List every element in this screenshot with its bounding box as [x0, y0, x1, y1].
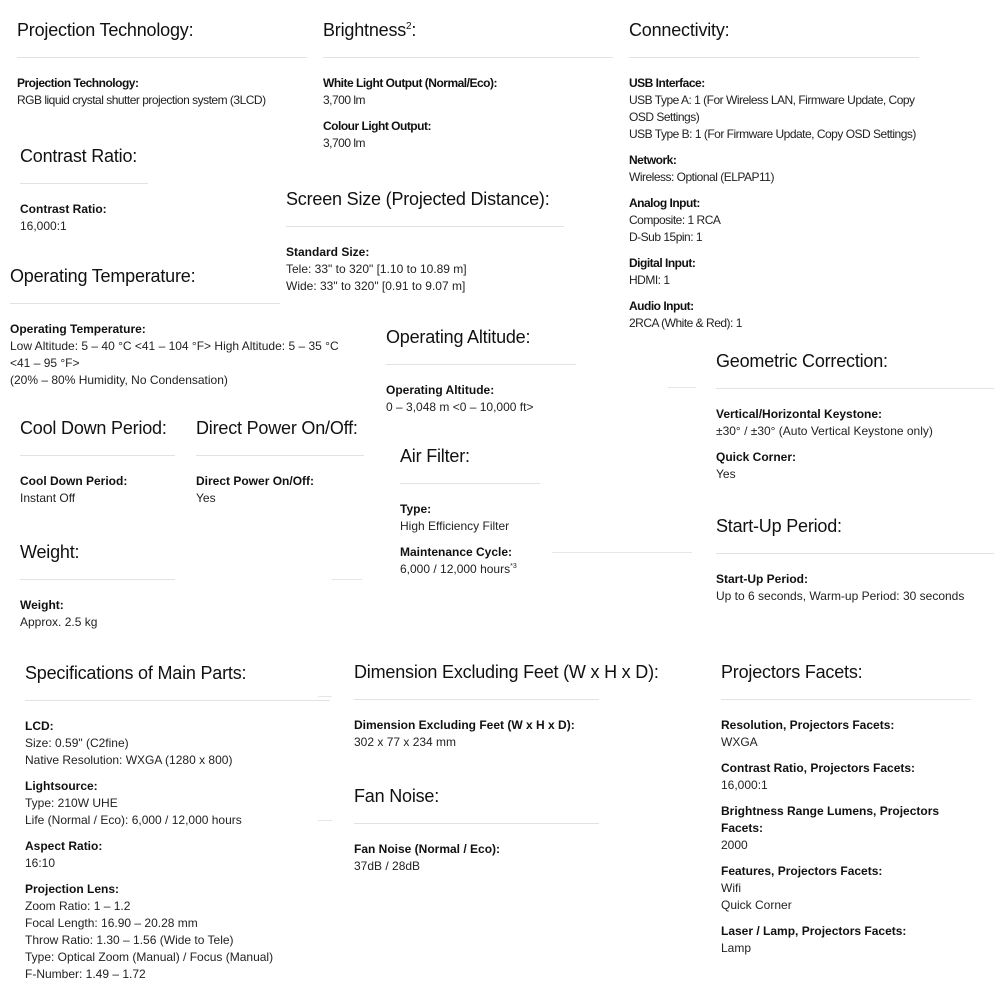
spec-item — [629, 255, 919, 289]
divider — [318, 820, 332, 821]
spec-value — [400, 561, 540, 578]
spec-item — [25, 778, 330, 829]
divider — [323, 57, 613, 58]
section-heading: Cool Down Period: — [20, 418, 167, 438]
divider — [196, 455, 364, 456]
spec-item — [629, 75, 919, 143]
spec-item — [25, 838, 330, 872]
divider — [354, 823, 599, 824]
divider — [721, 699, 971, 700]
spec-value: ±30° / ±30° (Auto Vertical Keystone only) — [716, 424, 933, 438]
spec-label: Standard Size: — [286, 245, 370, 259]
spec-label: Projection Lens: — [25, 882, 120, 896]
spec-label: Projection Technology: — [17, 76, 139, 90]
spec-label: Contrast Ratio: — [20, 202, 107, 216]
section-direct-power — [196, 417, 364, 516]
spec-item — [20, 201, 148, 235]
section-heading: Air Filter: — [400, 446, 470, 466]
section-heading: Operating Temperature: — [10, 266, 196, 286]
spec-label: Dimension Excluding Feet (W x H x D): — [354, 718, 575, 732]
spec-value: 2RCA (White & Red): 1 — [629, 316, 742, 330]
footnote-marker: *3 — [510, 563, 517, 570]
section-air-filter — [400, 445, 540, 587]
spec-label: Lightsource: — [25, 779, 98, 793]
spec-item — [10, 321, 370, 389]
spec-value: 2000 — [721, 838, 748, 852]
spec-item — [323, 118, 613, 152]
spec-label: Weight: — [20, 598, 64, 612]
spec-value: USB Type A: 1 (For Wireless LAN, Firmware Update, Copy OSD Settings) USB Type B: 1 (For Firmware Update, Copy OSD Settings) — [629, 93, 916, 141]
spec-item — [716, 406, 994, 440]
spec-value: 16,000:1 — [721, 778, 768, 792]
spec-label: Brightness Range Lumens, Projectors Facets: — [721, 804, 940, 835]
section-fan-noise — [354, 785, 599, 884]
divider — [10, 303, 280, 304]
divider — [286, 226, 564, 227]
section-heading: Fan Noise: — [354, 786, 440, 806]
section-brightness — [323, 19, 613, 161]
spec-label: Type: — [400, 502, 432, 516]
spec-value: Yes — [196, 491, 216, 505]
spec-item — [354, 841, 599, 875]
spec-label: Colour Light Output: — [323, 119, 431, 133]
spec-value: Wireless: Optional (ELPAP11) — [629, 170, 774, 184]
spec-label: Resolution, Projectors Facets: — [721, 718, 895, 732]
section-heading — [323, 19, 613, 41]
spec-item — [323, 75, 613, 109]
spec-label: LCD: — [25, 719, 54, 733]
spec-value: Up to 6 seconds, Warm-up Period: 30 seconds — [716, 589, 965, 603]
spec-value-text: 6,000 / 12,000 hours — [400, 562, 511, 576]
spec-value: Yes — [716, 467, 736, 481]
footnote-marker: 2 — [406, 21, 412, 32]
section-weight — [20, 541, 175, 640]
spec-item — [20, 597, 175, 631]
section-cool-down — [20, 417, 175, 516]
spec-value: Lamp — [721, 941, 752, 955]
spec-item — [721, 803, 971, 854]
spec-item — [354, 717, 684, 751]
spec-value: Type: 210W UHE Life (Normal / Eco): 6,000 / 12,000 hours — [25, 796, 242, 827]
spec-value: 16,000:1 — [20, 219, 67, 233]
section-projection-technology — [17, 19, 307, 118]
spec-value: Zoom Ratio: 1 – 1.2 Focal Length: 16.90 – 20.28 mm Throw Ratio: 1.30 – 1.56 (Wide to Tele) Type: Optical Zoom (Manual) / Focus (Manual) F-Number: 1.49 – 1.72 — [25, 899, 274, 981]
section-heading: Projection Technology: — [17, 20, 194, 40]
divider — [400, 483, 540, 484]
spec-item — [25, 718, 330, 769]
spec-value: Instant Off — [20, 491, 76, 505]
section-operating-temperature — [10, 265, 370, 398]
spec-item — [20, 473, 175, 507]
spec-value: Size: 0.59" (C2fine) Native Resolution: WXGA (1280 x 800) — [25, 736, 233, 767]
spec-label: Maintenance Cycle: — [400, 545, 513, 559]
section-heading: Start-Up Period: — [716, 516, 842, 536]
section-dimension — [354, 661, 684, 760]
spec-item — [629, 298, 919, 332]
heading-text: Brightness — [323, 20, 407, 40]
section-contrast-ratio — [20, 145, 148, 244]
spec-item — [629, 152, 919, 186]
spec-label: Cool Down Period: — [20, 474, 128, 488]
spec-label: White Light Output (Normal/Eco): — [323, 76, 497, 90]
section-projectors-facets — [721, 661, 971, 966]
spec-item — [400, 501, 540, 535]
spec-value: Tele: 33" to 320" [1.10 to 10.89 m] Wide: 33" to 320" [0.91 to 9.07 m] — [286, 262, 467, 293]
spec-item — [716, 571, 994, 605]
spec-label: Digital Input: — [629, 256, 696, 270]
divider — [318, 696, 332, 697]
spec-value: 3,700 lm — [323, 93, 366, 107]
spec-label: Fan Noise (Normal / Eco): — [354, 842, 501, 856]
spec-item — [196, 473, 364, 507]
section-heading: Screen Size (Projected Distance): — [286, 189, 550, 209]
spec-label: Network: — [629, 153, 677, 167]
spec-item — [721, 717, 971, 751]
spec-label: Operating Altitude: — [386, 383, 495, 397]
spec-label: Analog Input: — [629, 196, 700, 210]
spec-label: Vertical/Horizontal Keystone: — [716, 407, 883, 421]
spec-value: 16:10 — [25, 856, 56, 870]
section-heading: Dimension Excluding Feet (W x H x D): — [354, 662, 659, 682]
section-operating-altitude — [386, 326, 576, 425]
section-connectivity — [629, 19, 919, 341]
spec-value: HDMI: 1 — [629, 273, 670, 287]
spec-value: Approx. 2.5 kg — [20, 615, 98, 629]
spec-label: Laser / Lamp, Projectors Facets: — [721, 924, 907, 938]
spec-item — [629, 195, 919, 246]
divider — [25, 700, 330, 701]
spec-label: Direct Power On/Off: — [196, 474, 315, 488]
section-heading: Geometric Correction: — [716, 351, 888, 371]
spec-item — [386, 382, 576, 416]
divider — [668, 387, 696, 388]
spec-value: Wifi Quick Corner — [721, 881, 792, 912]
spec-value: Low Altitude: 5 – 40 °C <41 – 104 °F> High Altitude: 5 – 35 °C <41 – 95 °F> (20% – 80% Humidity, No Condensation) — [10, 339, 339, 387]
section-geometric-correction — [716, 350, 994, 492]
section-heading: Projectors Facets: — [721, 662, 863, 682]
section-heading: Contrast Ratio: — [20, 146, 138, 166]
spec-label: Contrast Ratio, Projectors Facets: — [721, 761, 916, 775]
divider — [20, 455, 175, 456]
spec-value: High Efficiency Filter — [400, 519, 510, 533]
spec-value: 37dB / 28dB — [354, 859, 421, 873]
divider — [20, 183, 148, 184]
divider — [716, 388, 994, 389]
divider — [20, 579, 175, 580]
spec-value: Composite: 1 RCA D-Sub 15pin: 1 — [629, 213, 721, 244]
spec-label: Operating Temperature: — [10, 322, 146, 336]
spec-label: Audio Input: — [629, 299, 694, 313]
spec-value: RGB liquid crystal shutter projection system (3LCD) — [17, 93, 266, 107]
divider — [552, 552, 692, 553]
divider — [354, 699, 599, 700]
spec-item — [721, 760, 971, 794]
spec-item — [721, 923, 971, 957]
divider — [386, 364, 576, 365]
section-heading: Specifications of Main Parts: — [25, 663, 247, 683]
divider — [17, 57, 307, 58]
divider — [629, 57, 919, 58]
spec-item — [25, 881, 330, 983]
divider — [716, 553, 994, 554]
section-start-up — [716, 515, 994, 614]
spec-item — [400, 544, 540, 578]
section-heading: Weight: — [20, 542, 80, 562]
heading-colon: : — [411, 20, 417, 40]
spec-value: WXGA — [721, 735, 758, 749]
spec-label: Quick Corner: — [716, 450, 797, 464]
section-main-parts — [25, 662, 330, 992]
spec-value: 0 – 3,048 m <0 – 10,000 ft> — [386, 400, 534, 414]
section-heading: Operating Altitude: — [386, 327, 531, 347]
spec-label: Start-Up Period: — [716, 572, 809, 586]
section-heading: Direct Power On/Off: — [196, 418, 358, 438]
spec-item — [17, 75, 307, 109]
spec-item — [716, 449, 994, 483]
spec-item — [721, 863, 971, 914]
spec-label: Aspect Ratio: — [25, 839, 103, 853]
spec-value: 302 x 77 x 234 mm — [354, 735, 457, 749]
spec-label: Features, Projectors Facets: — [721, 864, 883, 878]
spec-value: 3,700 lm — [323, 136, 366, 150]
section-heading: Connectivity: — [629, 20, 730, 40]
spec-label: USB Interface: — [629, 76, 705, 90]
divider — [332, 579, 362, 580]
